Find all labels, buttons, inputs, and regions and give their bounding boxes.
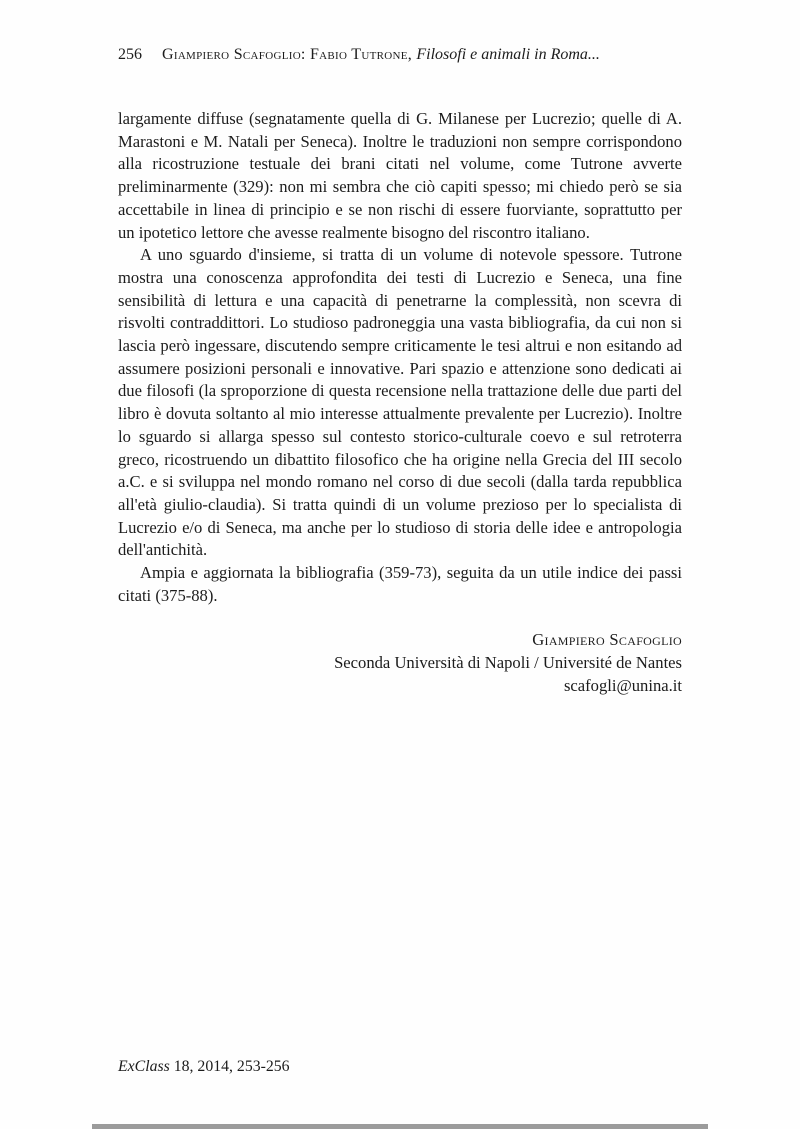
page-header	[118, 46, 690, 64]
page-bottom-edge-shadow	[92, 1124, 708, 1129]
signature-block	[118, 629, 682, 697]
paragraph: Ampia e aggiornata la bibliografia (359-73), seguita da un utile indice dei passi citati (375-88).	[118, 563, 682, 605]
page-number: 256	[118, 46, 142, 63]
running-head-book-title: Filosofi e animali in Roma...	[416, 46, 600, 63]
signature-affiliation: Seconda Università di Napoli / Université de Nantes	[334, 653, 682, 673]
running-head-authors: Giampiero Scafoglio: Fabio Tutrone,	[162, 46, 417, 63]
signature-email: scafogli@unina.it	[563, 675, 682, 695]
review-body	[118, 108, 682, 698]
paragraph: largamente diffuse (segnatamente quella di G. Milanese per Lucrezio; quelle di A. Marastoni e M. Natali per Seneca). Inoltre le traduzioni non sempre corrispondono alla ricostruzione testuale dei brani citati nel volume, come Tutrone avverte preliminarmente (329): non mi sembra che ciò capiti spesso; mi chiedo però se sia accettabile in linea di principio e se non rischi di essere fuorviante, soprattutto per un ipotetico lettore che avesse realmente bisogno del riscontro italiano.	[118, 109, 682, 242]
page-footer	[118, 1058, 290, 1076]
footer-journal-name: ExClass	[118, 1058, 170, 1075]
footer-journal-issue: 18, 2014, 253-256	[169, 1058, 290, 1075]
signature-author-name: Giampiero Scafoglio	[532, 630, 682, 650]
paragraph: A uno sguardo d'insieme, si tratta di un volume di notevole spessore. Tutrone mostra una conoscenza approfondita dei testi di Lucrezio e Seneca, una fine sensibilità di lettura e una capacità di penetrarne la complessità, non scevra di risvolti contraddittori. Lo studioso padroneggia una vasta bibliografia, da cui non si lascia però ingessare, discutendo sempre criticamente le tesi altrui e non esitando ad assumere posizioni personali e innovative. Pari spazio e attenzione sono dedicati ai due filosofi (la sproporzione di questa recensione nella trattazione delle due parti del libro è dovuta soltanto al mio interesse attualmente prevalente per Lucrezio). Inoltre lo sguardo si allarga spesso sul contesto storico-culturale coevo e sul retroterra greco, ricostruendo un dibattito filosofico che ha origine nella Grecia del III secolo a.C. e si sviluppa nel mondo romano nel corso di due secoli (dalla tarda repubblica all'età giulio-claudia). Si tratta quindi di un volume prezioso per lo specialista di Lucrezio e/o di Seneca, ma anche per lo studioso di storia delle idee e antropologia dell'antichità.	[118, 245, 682, 560]
